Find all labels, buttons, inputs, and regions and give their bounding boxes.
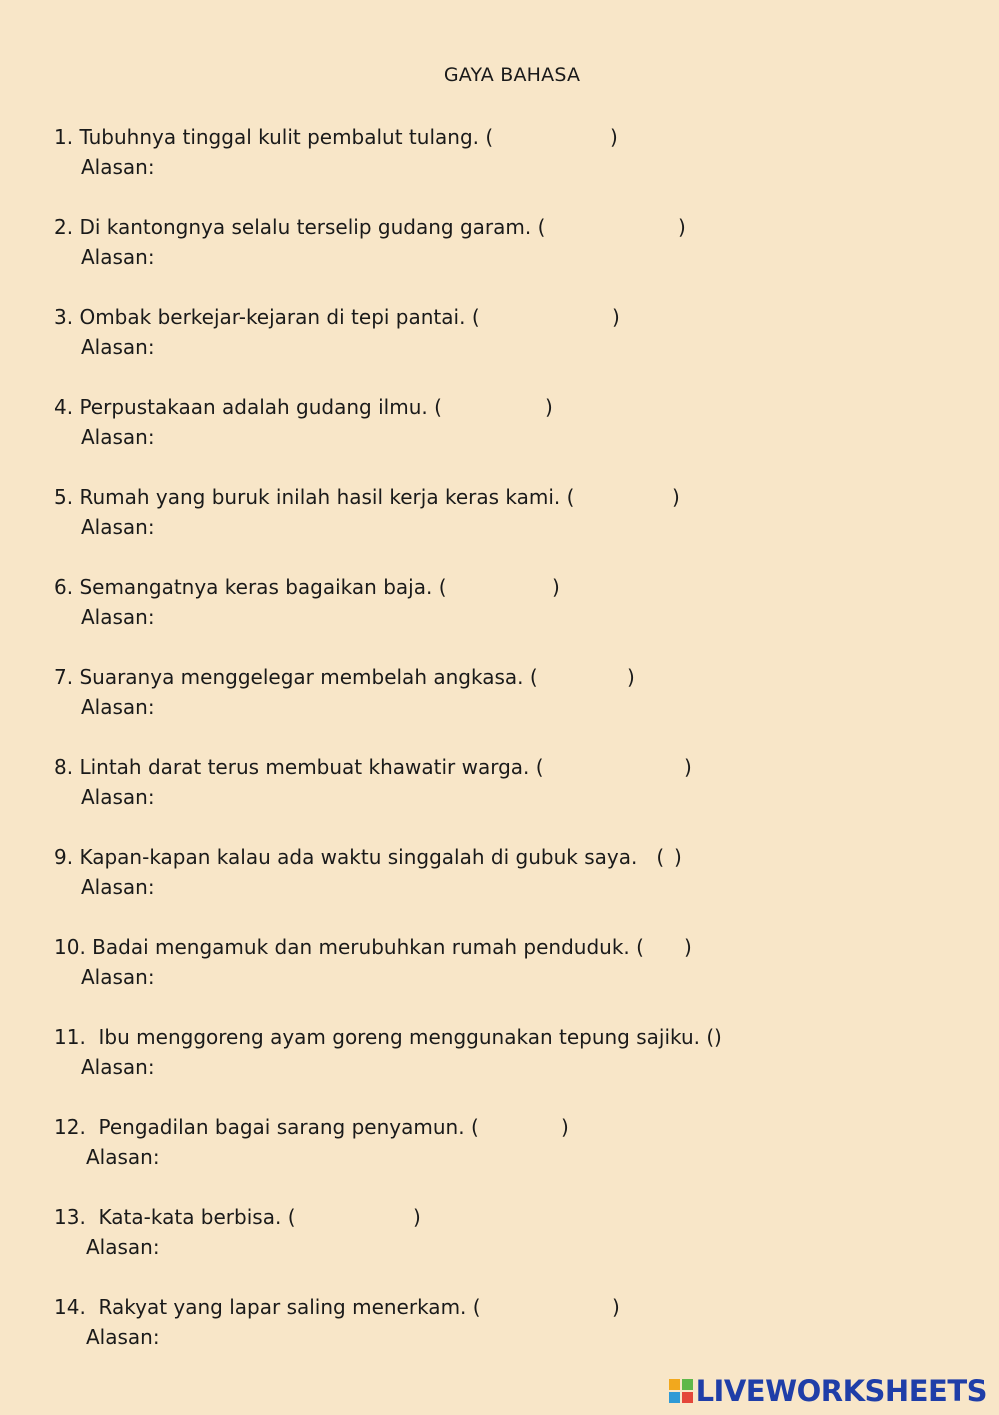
reason-label: Alasan: xyxy=(81,605,155,629)
answer-paren-close: ) xyxy=(413,1205,421,1229)
question-text: Kata-kata berbisa. xyxy=(98,1205,282,1229)
question-number: 12. xyxy=(54,1115,86,1139)
question-number: 6. xyxy=(54,575,74,599)
question-item xyxy=(54,1023,954,1081)
question-text: Ombak berkejar-kejaran di tepi pantai. xyxy=(79,305,466,329)
question-item xyxy=(54,483,954,541)
answer-paren-close: ) xyxy=(612,1295,620,1319)
answer-paren-open: ( xyxy=(566,485,575,509)
question-number: 14. xyxy=(54,1295,86,1319)
answer-paren-open: ( xyxy=(636,935,644,959)
question-item xyxy=(54,213,954,271)
reason-label: Alasan: xyxy=(81,875,155,899)
logo-text: LIVEWORKSHEETS xyxy=(695,1374,987,1408)
question-text: Di kantongnya selalu terselip gudang garam. xyxy=(79,215,532,239)
question-number: 10. xyxy=(54,935,86,959)
answer-paren-close: ) xyxy=(672,485,680,509)
answer-paren-close: ) xyxy=(627,665,635,689)
question-item xyxy=(54,753,954,811)
question-text: Rumah yang buruk inilah hasil kerja keras kami. xyxy=(79,485,561,509)
reason-label: Alasan: xyxy=(81,515,155,539)
answer-paren-close: ) xyxy=(610,125,618,149)
question-item xyxy=(54,303,954,361)
reason-label: Alasan: xyxy=(86,1145,160,1169)
answer-paren-open: ( xyxy=(706,1025,715,1049)
question-number: 9. xyxy=(54,845,74,869)
answer-paren-open: ( xyxy=(287,1205,296,1229)
answer-paren-close: ) xyxy=(552,575,560,599)
question-text: Lintah darat terus membuat khawatir warga. xyxy=(79,755,530,779)
answer-paren-open: ( xyxy=(656,845,665,869)
answer-paren-open: ( xyxy=(438,575,447,599)
answer-paren-open: ( xyxy=(434,395,442,419)
answer-paren-close: ) xyxy=(714,1025,722,1049)
reason-label: Alasan: xyxy=(81,155,155,179)
reason-label: Alasan: xyxy=(86,1235,160,1259)
reason-label: Alasan: xyxy=(81,695,155,719)
question-number: 1. xyxy=(54,125,74,149)
answer-paren-close: ) xyxy=(612,305,620,329)
answer-paren-open: ( xyxy=(535,755,544,779)
question-item xyxy=(54,663,954,721)
question-text: Badai mengamuk dan merubuhkan rumah penduduk. xyxy=(92,935,630,959)
reason-label: Alasan: xyxy=(81,785,155,809)
answer-paren-close: ) xyxy=(545,395,553,419)
question-text: Semangatnya keras bagaikan baja. xyxy=(79,575,433,599)
question-item xyxy=(54,1293,954,1351)
answer-paren-open: ( xyxy=(470,1115,479,1139)
reason-label: Alasan: xyxy=(81,1055,155,1079)
question-text: Perpustakaan adalah gudang ilmu. xyxy=(79,395,428,419)
reason-label: Alasan: xyxy=(86,1325,160,1349)
question-number: 5. xyxy=(54,485,74,509)
question-number: 2. xyxy=(54,215,74,239)
answer-paren-open: ( xyxy=(485,125,494,149)
answer-paren-close: ) xyxy=(678,215,686,239)
question-item xyxy=(54,843,954,901)
reason-label: Alasan: xyxy=(81,245,155,269)
reason-label: Alasan: xyxy=(81,335,155,359)
question-text: Kapan-kapan kalau ada waktu singgalah di gubuk saya. xyxy=(79,845,638,869)
question-text: Rakyat yang lapar saling menerkam. xyxy=(98,1295,467,1319)
question-item xyxy=(54,933,954,991)
answer-paren-close: ) xyxy=(684,755,692,779)
question-number: 4. xyxy=(54,395,74,419)
answer-paren-close: ) xyxy=(674,845,682,869)
liveworksheets-logo-icon xyxy=(669,1379,693,1403)
question-text: Suaranya menggelegar membelah angkasa. xyxy=(79,665,524,689)
question-text: Pengadilan bagai sarang penyamun. xyxy=(98,1115,465,1139)
question-number: 11. xyxy=(54,1025,86,1049)
question-item xyxy=(54,393,954,451)
question-number: 3. xyxy=(54,305,74,329)
reason-label: Alasan: xyxy=(81,425,155,449)
answer-paren-close: ) xyxy=(684,935,692,959)
question-text: Tubuhnya tinggal kulit pembalut tulang. xyxy=(79,125,479,149)
answer-paren-open: ( xyxy=(529,665,538,689)
answer-paren-close: ) xyxy=(561,1115,569,1139)
question-number: 8. xyxy=(54,755,74,779)
answer-paren-open: ( xyxy=(537,215,546,239)
liveworksheets-logo xyxy=(669,1375,987,1407)
question-item xyxy=(54,573,954,631)
page-title: GAYA BAHASA xyxy=(443,64,581,86)
question-item xyxy=(54,1113,954,1171)
question-text: Ibu menggoreng ayam goreng menggunakan tepung sajiku. xyxy=(98,1025,701,1049)
answer-paren-open: ( xyxy=(472,1295,481,1319)
answer-paren-open: ( xyxy=(471,305,480,329)
reason-label: Alasan: xyxy=(81,965,155,989)
question-item xyxy=(54,1203,954,1261)
question-number: 7. xyxy=(54,665,74,689)
question-number: 13. xyxy=(54,1205,86,1229)
question-item xyxy=(54,123,954,181)
